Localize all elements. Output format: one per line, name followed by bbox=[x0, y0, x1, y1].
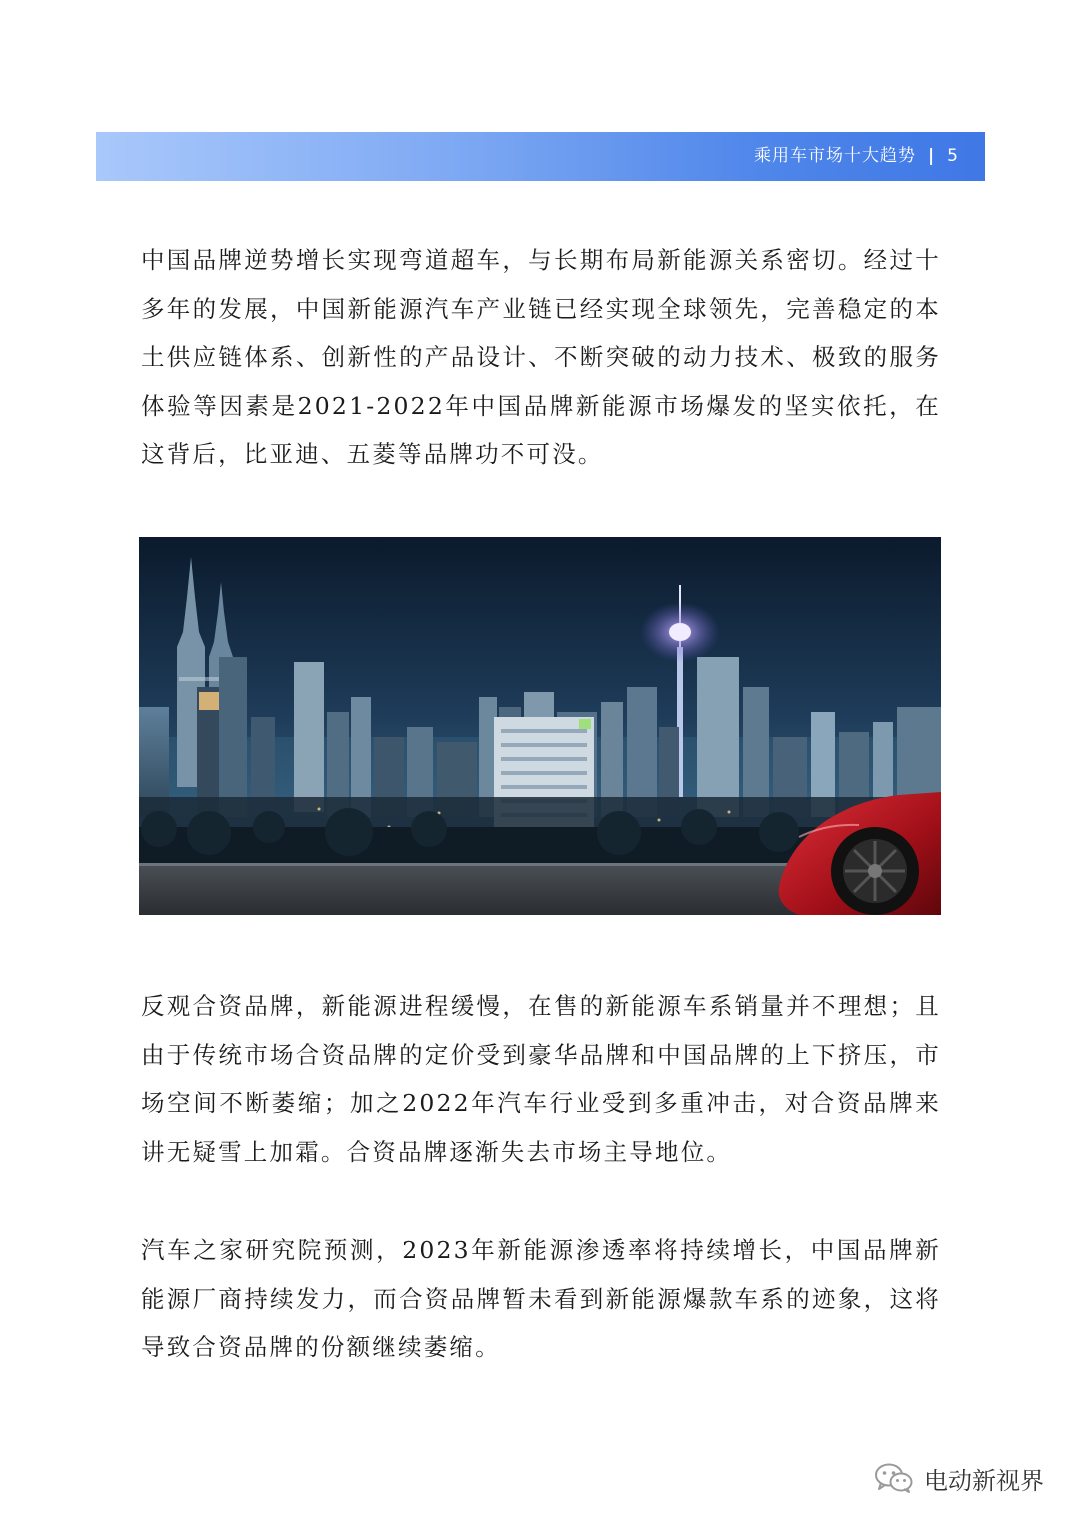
body-paragraph-1: 中国品牌逆势增长实现弯道超车，与长期布局新能源关系密切。经过十多年的发展，中国新能源汽车产业链已经实现全球领先，完善稳定的本土供应链体系、创新性的产品设计、不断突破的动力技术、极致的服务体验等因素是2021-2022年中国品牌新能源市场爆发的坚实依托，在这背后，比亚迪、五菱等品牌功不可没。 bbox=[141, 246, 941, 468]
body-paragraph-3: 汽车之家研究院预测，2023年新能源渗透率将持续增长，中国品牌新能源厂商持续发力，而合资品牌暂未看到新能源爆款车系的迹象，这将导致合资品牌的份额继续萎缩。 bbox=[141, 1236, 941, 1361]
header-title: 乘用车市场十大趋势 bbox=[753, 146, 916, 166]
source-watermark bbox=[874, 1458, 1044, 1498]
header-bar bbox=[96, 132, 985, 181]
wechat-icon bbox=[874, 1462, 914, 1494]
page-number: 5 bbox=[947, 146, 959, 166]
body-paragraph-2: 反观合资品牌，新能源进程缓慢，在售的新能源车系销量并不理想；且由于传统市场合资品牌的定价受到豪华品牌和中国品牌的上下挤压，市场空间不断萎缩；加之2022年汽车行业受到多重冲击，对合资品牌来讲无疑雪上加霜。合资品牌逐渐失去市场主导地位。 bbox=[141, 992, 941, 1166]
watermark-text: 电动新视界 bbox=[924, 1466, 1044, 1495]
city-skyline-photo bbox=[139, 537, 941, 915]
header-text bbox=[754, 132, 959, 181]
header-separator: | bbox=[927, 146, 936, 166]
